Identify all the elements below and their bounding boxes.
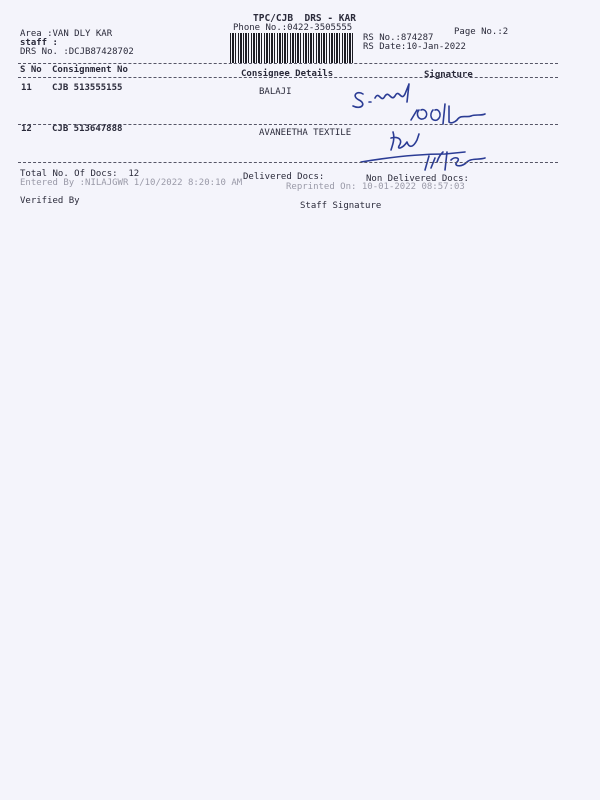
drs-number: DRS No. :DCJB87428702: [20, 47, 134, 57]
rs-date: RS Date:10-Jan-2022: [363, 42, 466, 52]
barcode: [230, 33, 355, 63]
entered-by: Entered By :NILAJGWR 1/10/2022 8:20:10 AM: [20, 178, 243, 188]
page-number: Page No.:2: [454, 27, 509, 37]
staff-label: staff :: [20, 38, 58, 48]
reprinted-on: Reprinted On: 10-01-2022 08:57:03: [286, 182, 465, 192]
row-sno: 12: [21, 124, 32, 134]
header-divider-top: [18, 63, 558, 64]
non-delivered-docs: Non Delivered Docs:: [366, 174, 469, 184]
row-consignment: CJB 513555155: [52, 83, 123, 93]
row-consignee: BALAJI: [259, 87, 292, 97]
column-consignment: Consignment No: [52, 65, 128, 75]
rs-number: RS No.:874287: [363, 33, 434, 43]
header-divider-bottom: [18, 77, 558, 78]
handwritten-signature-row-12: [355, 118, 515, 178]
column-sno: S No: [20, 65, 42, 75]
row-sno: 11: [21, 83, 32, 93]
delivered-docs: Delivered Docs:: [243, 172, 325, 182]
verified-by: Verified By: [20, 196, 80, 206]
total-docs: Total No. Of Docs: 12: [20, 169, 140, 179]
staff-signature: Staff Signature: [300, 201, 382, 211]
row-consignee: AVANEETHA TEXTILE: [259, 128, 352, 138]
phone-number: Phone No.:0422-3505555: [233, 23, 353, 33]
report-title: TPC/CJB DRS - KAR: [253, 13, 356, 24]
column-signature: Signature: [424, 70, 473, 80]
column-consignee: Consignee Details: [241, 69, 334, 79]
area-label: Area :VAN DLY KAR: [20, 29, 113, 39]
footer-divider: [18, 162, 558, 163]
row-consignment: CJB 513647888: [52, 124, 123, 134]
